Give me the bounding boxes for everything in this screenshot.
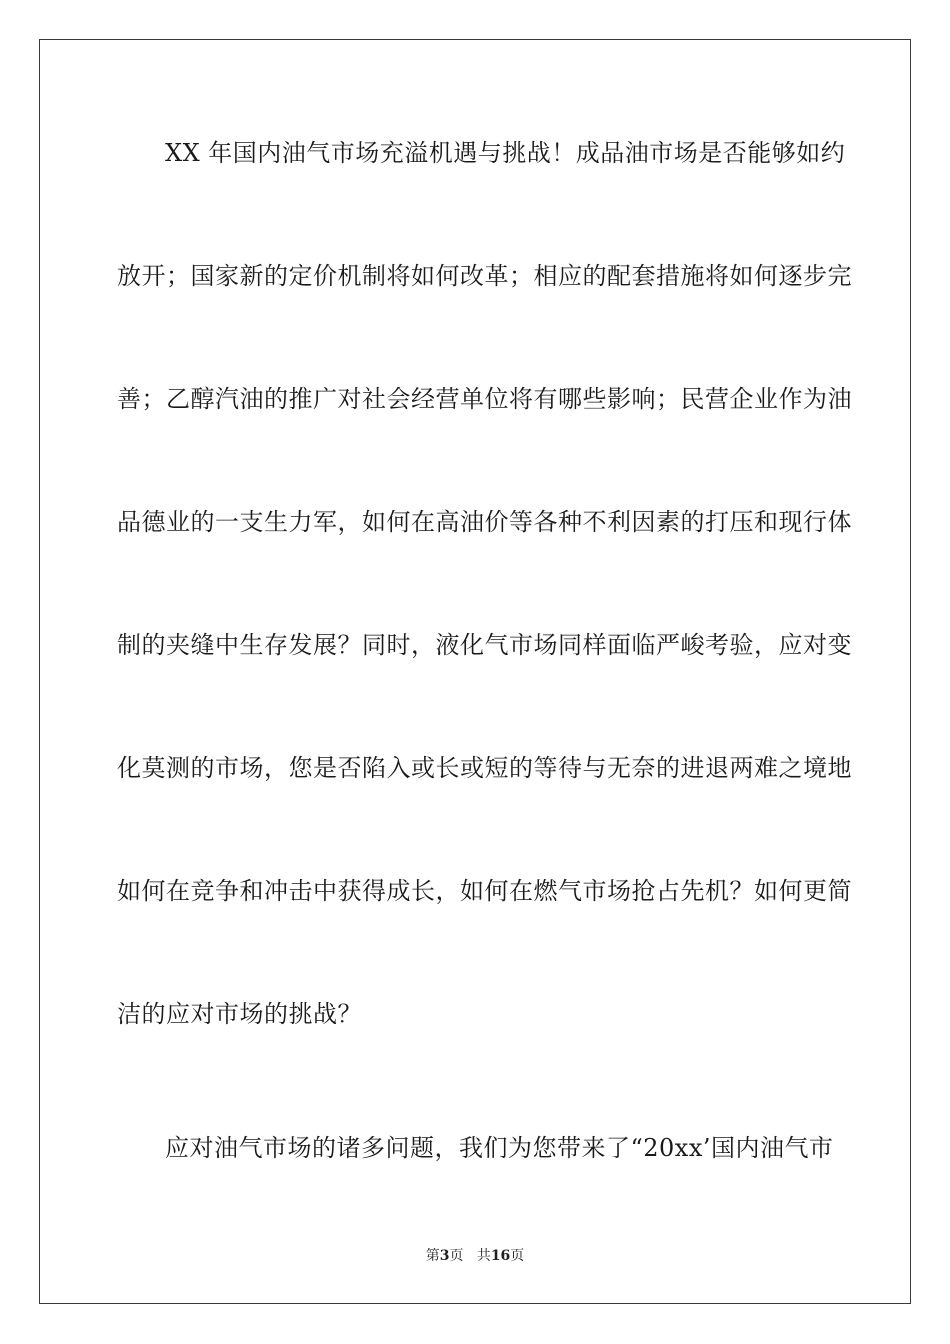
paragraph-1-line-5: 制的夹缝中生存发展？同时，液化气市场同样面临严峻考验，应对变 (117, 631, 852, 659)
footer-page-current: 3 (439, 1248, 450, 1264)
footer-total-suffix: 页 (510, 1248, 525, 1264)
paragraph-1-line-4: 品德业的一支生力军，如何在高油价等各种不利因素的打压和现行体 (117, 508, 852, 536)
page-footer (0, 1246, 950, 1266)
footer-total-prefix: 共 (476, 1248, 491, 1264)
paragraph-1-line-8: 洁的应对市场的挑战？ (117, 1000, 362, 1028)
paragraph-1-line-2: 放开；国家新的定价机制将如何改革；相应的配套措施将如何逐步完 (117, 262, 852, 290)
paragraph-2-line-1: 应对油气市场的诸多问题，我们为您带来了“20xx’国内油气市 (165, 1134, 834, 1162)
paragraph-1-line-1: XX 年国内油气市场充溢机遇与挑战！成品油市场是否能够如约 (165, 139, 846, 167)
paragraph-1-line-6: 化莫测的市场，您是否陷入或长或短的等待与无奈的进退两难之境地 (117, 754, 852, 782)
footer-page-suffix: 页 (449, 1248, 464, 1264)
paragraph-1-line-7: 如何在竞争和冲击中获得成长，如何在燃气市场抢占先机？如何更简 (117, 877, 852, 905)
footer-page-total: 16 (490, 1248, 511, 1264)
page-border (39, 39, 911, 1304)
paragraph-1-line-3: 善；乙醇汽油的推广对社会经营单位将有哪些影响；民营企业作为油 (117, 385, 852, 413)
footer-page-prefix: 第 (425, 1248, 440, 1264)
